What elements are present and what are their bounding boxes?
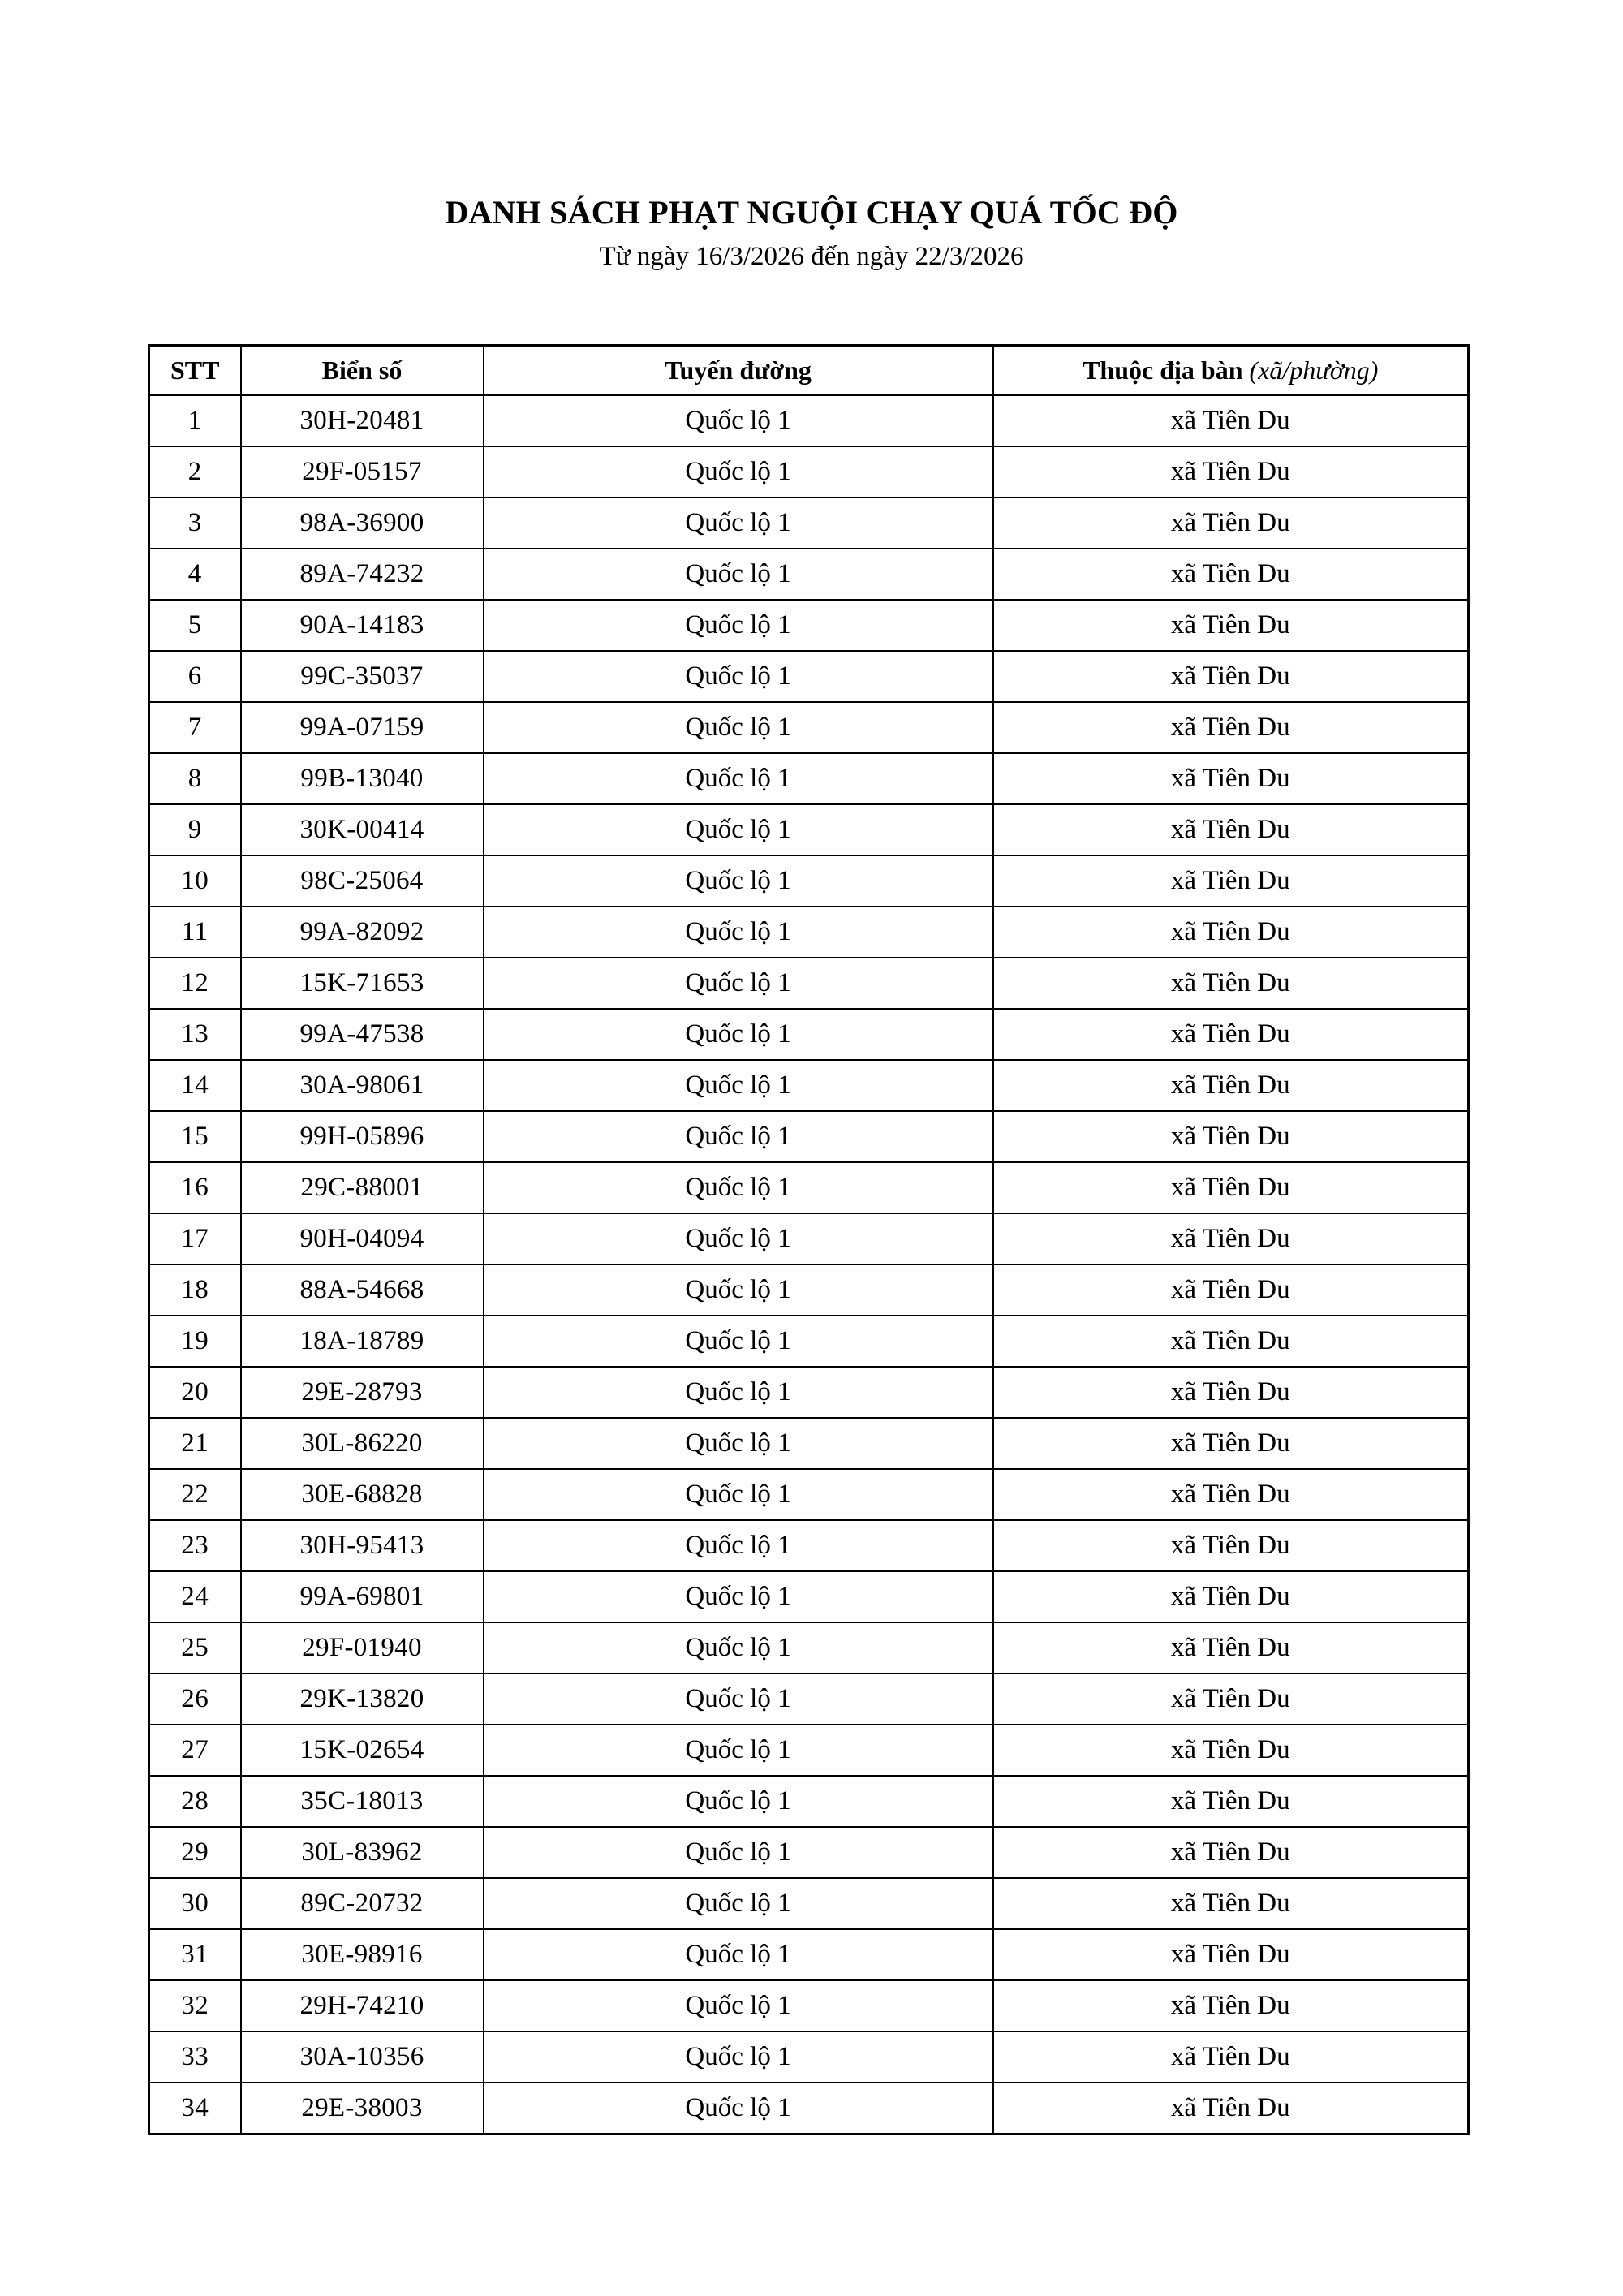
cell-road: Quốc lộ 1 — [484, 2083, 993, 2134]
cell-road: Quốc lộ 1 — [484, 1776, 993, 1827]
cell-ward: xã Tiên Du — [993, 907, 1469, 958]
cell-road: Quốc lộ 1 — [484, 1060, 993, 1111]
cell-road: Quốc lộ 1 — [484, 907, 993, 958]
table-row — [149, 1776, 1469, 1827]
table-header — [149, 346, 1469, 396]
cell-road: Quốc lộ 1 — [484, 1520, 993, 1571]
cell-road: Quốc lộ 1 — [484, 446, 993, 498]
cell-stt: 30 — [149, 1878, 241, 1929]
cell-road: Quốc lộ 1 — [484, 1725, 993, 1776]
cell-ward: xã Tiên Du — [993, 1776, 1469, 1827]
cell-ward: xã Tiên Du — [993, 1009, 1469, 1060]
cell-plate: 99A-69801 — [241, 1571, 484, 1622]
cell-road: Quốc lộ 1 — [484, 1162, 993, 1213]
cell-plate: 29H-74210 — [241, 1980, 484, 2031]
cell-ward: xã Tiên Du — [993, 1111, 1469, 1162]
cell-stt: 31 — [149, 1929, 241, 1980]
cell-plate: 30E-98916 — [241, 1929, 484, 1980]
cell-road: Quốc lộ 1 — [484, 1213, 993, 1264]
cell-ward: xã Tiên Du — [993, 753, 1469, 804]
cell-plate: 98A-36900 — [241, 498, 484, 549]
cell-road: Quốc lộ 1 — [484, 702, 993, 753]
cell-stt: 16 — [149, 1162, 241, 1213]
column-header-road: Tuyến đường — [484, 346, 993, 396]
cell-ward: xã Tiên Du — [993, 702, 1469, 753]
page-title: DANH SÁCH PHẠT NGUỘI CHẠY QUÁ TỐC ĐỘ — [445, 194, 1178, 230]
cell-stt: 8 — [149, 753, 241, 804]
cell-stt: 34 — [149, 2083, 241, 2134]
cell-road: Quốc lộ 1 — [484, 958, 993, 1009]
table-row — [149, 753, 1469, 804]
cell-ward: xã Tiên Du — [993, 1264, 1469, 1316]
cell-ward: xã Tiên Du — [993, 1622, 1469, 1674]
cell-plate: 35C-18013 — [241, 1776, 484, 1827]
cell-plate: 89C-20732 — [241, 1878, 484, 1929]
cell-stt: 26 — [149, 1674, 241, 1725]
table-row — [149, 907, 1469, 958]
table-row — [149, 498, 1469, 549]
cell-ward: xã Tiên Du — [993, 1929, 1469, 1980]
table-row — [149, 1929, 1469, 1980]
cell-stt: 18 — [149, 1264, 241, 1316]
cell-road: Quốc lộ 1 — [484, 498, 993, 549]
cell-stt: 32 — [149, 1980, 241, 2031]
cell-ward: xã Tiên Du — [993, 1980, 1469, 2031]
cell-ward: xã Tiên Du — [993, 1827, 1469, 1878]
fines-table-container — [148, 344, 1467, 2135]
cell-stt: 13 — [149, 1009, 241, 1060]
cell-ward: xã Tiên Du — [993, 395, 1469, 446]
table-row — [149, 1980, 1469, 2031]
table-row — [149, 395, 1469, 446]
cell-stt: 15 — [149, 1111, 241, 1162]
cell-road: Quốc lộ 1 — [484, 1571, 993, 1622]
cell-stt: 11 — [149, 907, 241, 958]
table-row — [149, 1213, 1469, 1264]
table-row — [149, 1264, 1469, 1316]
cell-ward: xã Tiên Du — [993, 1571, 1469, 1622]
cell-stt: 19 — [149, 1316, 241, 1367]
cell-ward: xã Tiên Du — [993, 1060, 1469, 1111]
cell-road: Quốc lộ 1 — [484, 1674, 993, 1725]
cell-plate: 89A-74232 — [241, 549, 484, 600]
cell-ward: xã Tiên Du — [993, 1878, 1469, 1929]
cell-stt: 23 — [149, 1520, 241, 1571]
cell-stt: 10 — [149, 855, 241, 907]
cell-stt: 24 — [149, 1571, 241, 1622]
cell-plate: 99A-07159 — [241, 702, 484, 753]
cell-ward: xã Tiên Du — [993, 549, 1469, 600]
cell-ward: xã Tiên Du — [993, 498, 1469, 549]
cell-ward: xã Tiên Du — [993, 958, 1469, 1009]
cell-ward: xã Tiên Du — [993, 1725, 1469, 1776]
table-row — [149, 804, 1469, 855]
column-header-ward — [993, 346, 1469, 396]
cell-ward: xã Tiên Du — [993, 2083, 1469, 2134]
cell-plate: 98C-25064 — [241, 855, 484, 907]
cell-plate: 29F-01940 — [241, 1622, 484, 1674]
date-range-subtitle: Từ ngày 16/3/2026 đến ngày 22/3/2026 — [599, 242, 1024, 271]
cell-stt: 4 — [149, 549, 241, 600]
cell-road: Quốc lộ 1 — [484, 395, 993, 446]
cell-stt: 6 — [149, 651, 241, 702]
cell-ward: xã Tiên Du — [993, 1213, 1469, 1264]
cell-ward: xã Tiên Du — [993, 1316, 1469, 1367]
cell-stt: 5 — [149, 600, 241, 651]
table-row — [149, 1009, 1469, 1060]
table-row — [149, 1827, 1469, 1878]
table-row — [149, 1622, 1469, 1674]
cell-stt: 7 — [149, 702, 241, 753]
cell-stt: 14 — [149, 1060, 241, 1111]
table-row — [149, 549, 1469, 600]
column-header-ward-note: (xã/phường) — [1249, 355, 1379, 385]
cell-plate: 30E-68828 — [241, 1469, 484, 1520]
table-row — [149, 1418, 1469, 1469]
cell-plate: 29E-28793 — [241, 1367, 484, 1418]
table-row — [149, 1367, 1469, 1418]
speeding-fines-table — [148, 344, 1470, 2135]
table-row — [149, 1469, 1469, 1520]
cell-stt: 17 — [149, 1213, 241, 1264]
cell-ward: xã Tiên Du — [993, 1469, 1469, 1520]
table-body — [149, 395, 1469, 2134]
table-header-row — [149, 346, 1469, 396]
cell-plate: 99A-47538 — [241, 1009, 484, 1060]
cell-road: Quốc lộ 1 — [484, 1418, 993, 1469]
table-row — [149, 600, 1469, 651]
cell-plate: 30H-20481 — [241, 395, 484, 446]
cell-road: Quốc lộ 1 — [484, 1469, 993, 1520]
cell-stt: 22 — [149, 1469, 241, 1520]
cell-ward: xã Tiên Du — [993, 651, 1469, 702]
cell-stt: 1 — [149, 395, 241, 446]
document-heading — [0, 195, 1623, 271]
cell-ward: xã Tiên Du — [993, 804, 1469, 855]
column-header-ward-main: Thuộc địa bàn — [1083, 355, 1243, 385]
cell-plate: 30H-95413 — [241, 1520, 484, 1571]
cell-plate: 30A-10356 — [241, 2031, 484, 2083]
cell-road: Quốc lộ 1 — [484, 600, 993, 651]
cell-road: Quốc lộ 1 — [484, 753, 993, 804]
table-row — [149, 446, 1469, 498]
cell-ward: xã Tiên Du — [993, 1418, 1469, 1469]
cell-road: Quốc lộ 1 — [484, 1980, 993, 2031]
cell-road: Quốc lộ 1 — [484, 855, 993, 907]
cell-ward: xã Tiên Du — [993, 446, 1469, 498]
cell-ward: xã Tiên Du — [993, 1367, 1469, 1418]
cell-stt: 20 — [149, 1367, 241, 1418]
table-row — [149, 1162, 1469, 1213]
cell-road: Quốc lộ 1 — [484, 1367, 993, 1418]
cell-ward: xã Tiên Du — [993, 600, 1469, 651]
table-row — [149, 2083, 1469, 2134]
cell-road: Quốc lộ 1 — [484, 1111, 993, 1162]
column-header-plate: Biển số — [241, 346, 484, 396]
cell-road: Quốc lộ 1 — [484, 2031, 993, 2083]
cell-plate: 99A-82092 — [241, 907, 484, 958]
table-row — [149, 702, 1469, 753]
cell-plate: 29E-38003 — [241, 2083, 484, 2134]
table-row — [149, 1111, 1469, 1162]
cell-plate: 99C-35037 — [241, 651, 484, 702]
cell-road: Quốc lộ 1 — [484, 651, 993, 702]
cell-ward: xã Tiên Du — [993, 1674, 1469, 1725]
cell-stt: 25 — [149, 1622, 241, 1674]
cell-ward: xã Tiên Du — [993, 2031, 1469, 2083]
cell-stt: 3 — [149, 498, 241, 549]
table-row — [149, 1571, 1469, 1622]
cell-plate: 29F-05157 — [241, 446, 484, 498]
cell-ward: xã Tiên Du — [993, 1520, 1469, 1571]
cell-road: Quốc lộ 1 — [484, 804, 993, 855]
cell-road: Quốc lộ 1 — [484, 1878, 993, 1929]
cell-plate: 90H-04094 — [241, 1213, 484, 1264]
cell-plate: 30K-00414 — [241, 804, 484, 855]
table-row — [149, 958, 1469, 1009]
cell-stt: 28 — [149, 1776, 241, 1827]
table-row — [149, 1674, 1469, 1725]
cell-stt: 9 — [149, 804, 241, 855]
cell-stt: 29 — [149, 1827, 241, 1878]
cell-ward: xã Tiên Du — [993, 1162, 1469, 1213]
cell-plate: 15K-71653 — [241, 958, 484, 1009]
column-header-stt: STT — [149, 346, 241, 396]
table-row — [149, 1878, 1469, 1929]
cell-plate: 30L-86220 — [241, 1418, 484, 1469]
cell-stt: 2 — [149, 446, 241, 498]
cell-road: Quốc lộ 1 — [484, 1622, 993, 1674]
cell-ward: xã Tiên Du — [993, 855, 1469, 907]
cell-stt: 27 — [149, 1725, 241, 1776]
cell-road: Quốc lộ 1 — [484, 1316, 993, 1367]
cell-plate: 30A-98061 — [241, 1060, 484, 1111]
cell-plate: 18A-18789 — [241, 1316, 484, 1367]
table-row — [149, 1725, 1469, 1776]
cell-plate: 90A-14183 — [241, 600, 484, 651]
cell-plate: 15K-02654 — [241, 1725, 484, 1776]
cell-road: Quốc lộ 1 — [484, 549, 993, 600]
cell-plate: 99B-13040 — [241, 753, 484, 804]
cell-stt: 21 — [149, 1418, 241, 1469]
cell-road: Quốc lộ 1 — [484, 1827, 993, 1878]
cell-plate: 30L-83962 — [241, 1827, 484, 1878]
cell-plate: 29C-88001 — [241, 1162, 484, 1213]
table-row — [149, 855, 1469, 907]
cell-road: Quốc lộ 1 — [484, 1009, 993, 1060]
cell-stt: 33 — [149, 2031, 241, 2083]
cell-road: Quốc lộ 1 — [484, 1929, 993, 1980]
cell-plate: 99H-05896 — [241, 1111, 484, 1162]
cell-road: Quốc lộ 1 — [484, 1264, 993, 1316]
cell-stt: 12 — [149, 958, 241, 1009]
cell-plate: 29K-13820 — [241, 1674, 484, 1725]
table-row — [149, 1060, 1469, 1111]
table-row — [149, 2031, 1469, 2083]
table-row — [149, 1520, 1469, 1571]
cell-plate: 88A-54668 — [241, 1264, 484, 1316]
table-row — [149, 651, 1469, 702]
table-row — [149, 1316, 1469, 1367]
